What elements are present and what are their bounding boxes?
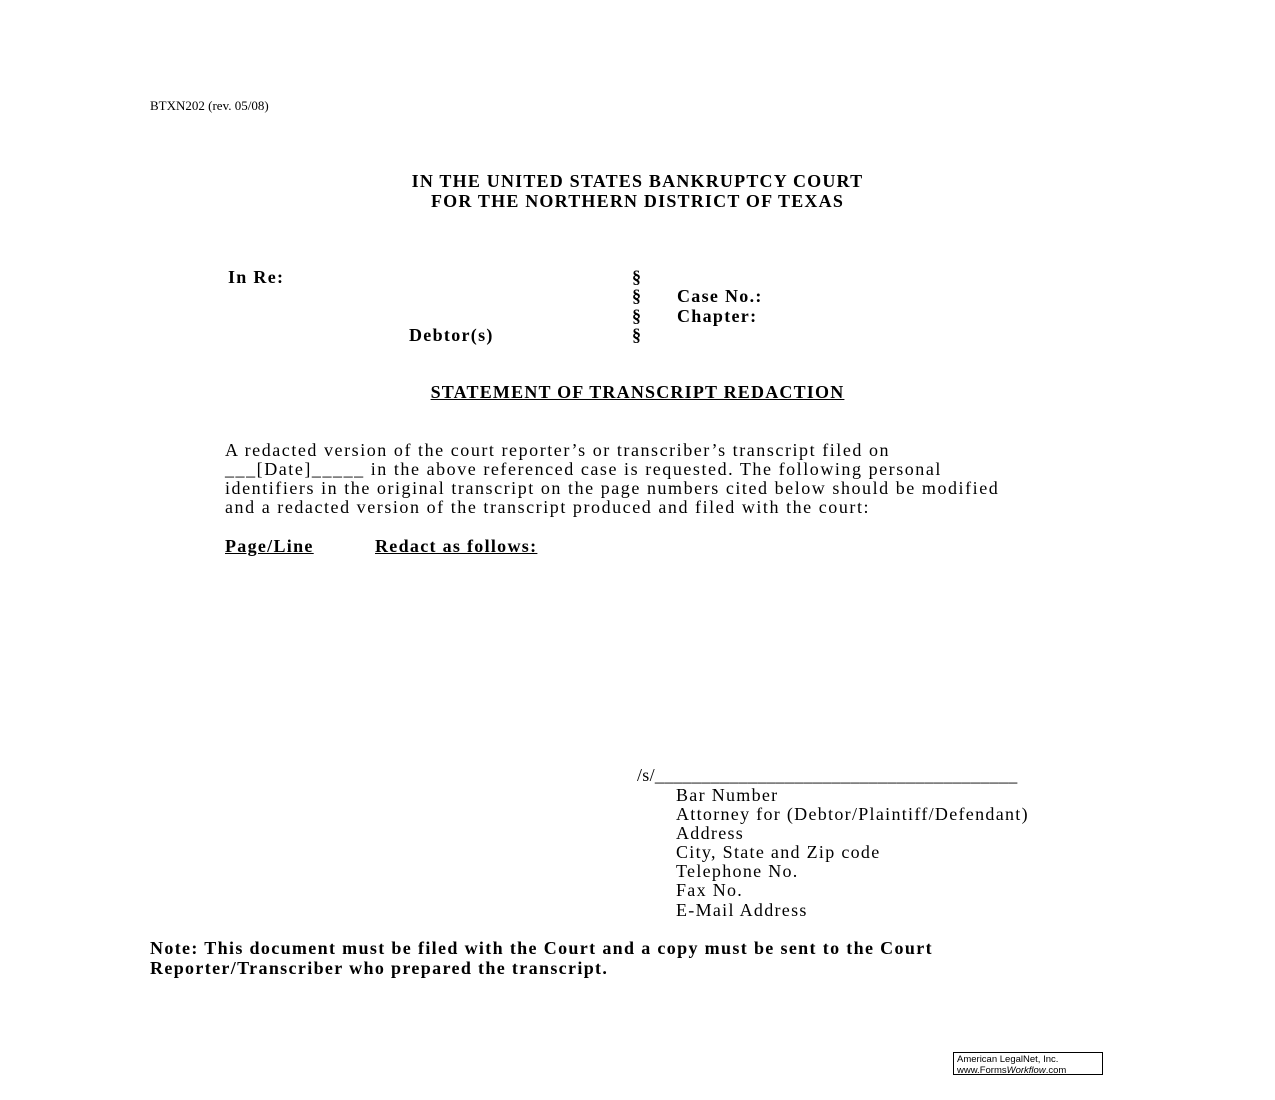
form-id: BTXN202 (rev. 05/08) xyxy=(150,98,269,113)
court-district: FOR THE NORTHERN DISTRICT OF TEXAS xyxy=(430,191,845,211)
section-symbol: § xyxy=(632,267,643,287)
logo-line-1: American LegalNet, Inc. xyxy=(957,1054,1059,1065)
city-state-zip: City, State and Zip code xyxy=(676,842,881,862)
redact-header: Redact as follows: xyxy=(375,536,538,556)
bar-number: Bar Number xyxy=(676,785,779,805)
signature-line[interactable]: /s/_______________________________________ xyxy=(637,765,1018,785)
address: Address xyxy=(676,823,745,843)
american-legalnet-logo xyxy=(953,1052,1103,1075)
telephone: Telephone No. xyxy=(676,861,799,881)
note-line-1: Note: This document must be filed with the Court and a copy must be sent to the Court xyxy=(150,938,933,958)
section-symbol: § xyxy=(632,286,643,306)
body-line-4: and a redacted version of the transcript produced and filed with the court: xyxy=(225,497,871,517)
document-title: STATEMENT OF TRANSCRIPT REDACTION xyxy=(430,382,845,402)
section-symbol: § xyxy=(632,325,643,345)
case-no-label: Case No.: xyxy=(677,286,763,306)
note-line-2: Reporter/Transcriber who prepared the transcript. xyxy=(150,958,609,978)
chapter-label: Chapter: xyxy=(677,306,758,326)
section-symbol: § xyxy=(632,306,643,326)
page-line-header: Page/Line xyxy=(225,536,314,556)
attorney-for: Attorney for (Debtor/Plaintiff/Defendant) xyxy=(676,804,1029,824)
body-line-1: A redacted version of the court reporter’s or transcriber’s transcript filed on xyxy=(225,440,891,460)
in-re-label: In Re: xyxy=(228,267,285,287)
court-name: IN THE UNITED STATES BANKRUPTCY COURT xyxy=(411,171,864,191)
body-line-3: identifiers in the original transcript on the page numbers cited below should be modified xyxy=(225,478,1000,498)
debtor-label: Debtor(s) xyxy=(409,325,494,345)
date-field[interactable]: ___[Date]_____ xyxy=(225,459,365,479)
fax: Fax No. xyxy=(676,880,744,900)
email: E-Mail Address xyxy=(676,900,808,920)
logo-line-2: www.FormsWorkflow.com xyxy=(957,1065,1067,1076)
body-line-2: ___[Date]_____ in the above referenced case is requested. The following personal xyxy=(225,459,942,479)
